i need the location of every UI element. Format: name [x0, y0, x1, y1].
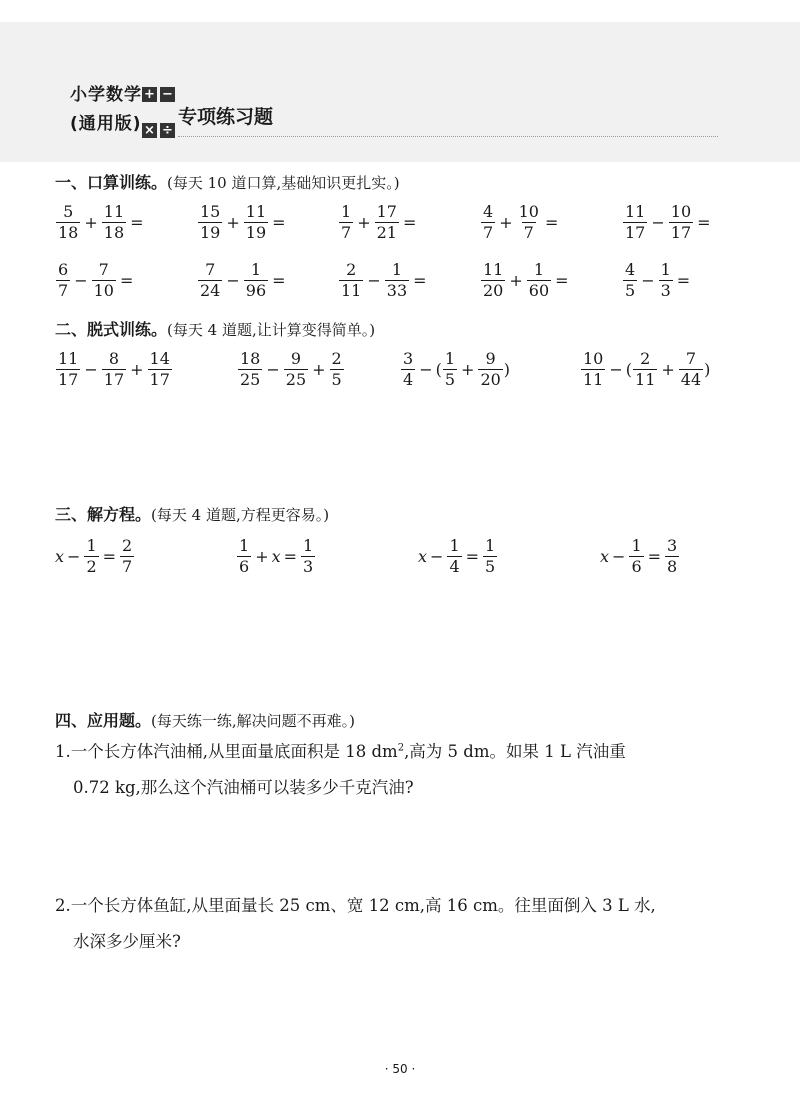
- stepwise-expr-4: $\frac{10}{11}$ − ( $\frac{2}{11}$ + $\frac{7}{44}$ ): [583, 349, 711, 389]
- mental-expr-7: $\frac{7}{24}$ − $\frac{1}{96}$ =: [200, 260, 286, 300]
- times-icon: ×: [142, 123, 157, 138]
- fraction: $\frac{4}{7}$: [483, 202, 494, 242]
- section-2-note: (每天 4 道题,让计算变得简单。): [167, 321, 376, 339]
- fraction: $\frac{11}{18}$: [103, 202, 125, 242]
- divide-icon: ÷: [160, 123, 175, 138]
- section-1-title: 一、口算训练。: [55, 173, 168, 192]
- stepwise-expr-2: $\frac{18}{25}$ − $\frac{9}{25}$ + $\frac{2}{5}$: [240, 349, 342, 389]
- mental-expr-2: $\frac{15}{19}$ + $\frac{11}{19}$ =: [200, 202, 286, 242]
- mental-expr-8: $\frac{2}{11}$ − $\frac{1}{33}$ =: [341, 260, 427, 300]
- problem-1-line-2: 0.72 kg,那么这个汽油桶可以装多少千克汽油?: [73, 778, 414, 797]
- fraction: $\frac{1}{33}$: [386, 260, 408, 300]
- section-2-title: 二、脱式训练。: [55, 320, 168, 339]
- fraction: $\frac{1}{96}$: [245, 260, 267, 300]
- mental-expr-4: $\frac{4}{7}$ + $\frac{10}{7}$ =: [483, 202, 559, 242]
- book-title: [70, 84, 142, 135]
- fraction: $\frac{11}{19}$: [245, 202, 267, 242]
- section-4-title: 四、应用题。: [55, 711, 152, 730]
- fraction: $\frac{1}{5}$: [444, 349, 456, 389]
- problem-1-line-1: 1.一个长方体汽油桶,从里面量底面积是 18 $dm^2$,高为 5 dm。如果 1 L 汽油重: [55, 742, 626, 761]
- fraction: $\frac{10}{17}$: [670, 202, 692, 242]
- section-3-heading: [55, 502, 329, 525]
- section-1-heading: [55, 170, 400, 193]
- word-problem-1: [55, 734, 775, 806]
- fraction: $\frac{9}{20}$: [480, 349, 501, 389]
- mental-expr-6: $\frac{6}{7}$ − $\frac{7}{10}$ =: [58, 260, 134, 300]
- problem-2-line-1: 2.一个长方体鱼缸,从里面量长 25 cm、宽 12 cm,高 16 cm。往里面倒入 3 L 水,: [55, 896, 656, 915]
- word-problem-2: [55, 888, 775, 960]
- fraction: $\frac{11}{17}$: [58, 349, 79, 389]
- fraction: $\frac{6}{7}$: [58, 260, 69, 300]
- stepwise-expr-3: $\frac{3}{4}$ − ( $\frac{1}{5}$ + $\frac{9}{20}$ ): [403, 349, 511, 389]
- fraction: $\frac{5}{18}$: [58, 202, 79, 242]
- header-divider: [178, 136, 718, 137]
- fraction: $\frac{1}{7}$: [341, 202, 352, 242]
- equation-4: x − $\frac{1}{6}$ = $\frac{3}{8}$: [600, 536, 678, 576]
- subtitle: 专项练习题: [178, 106, 274, 128]
- fraction: $\frac{1}{3}$: [303, 536, 314, 576]
- title-line-1: 小学数学: [70, 85, 142, 105]
- problem-2-line-2: 水深多少厘米?: [73, 932, 181, 951]
- fraction: $\frac{2}{7}$: [122, 536, 133, 576]
- fraction: $\frac{1}{6}$: [631, 536, 642, 576]
- section-4-note: (每天练一练,解决问题不再难。): [151, 712, 355, 730]
- equation-1: x − $\frac{1}{2}$ = $\frac{2}{7}$: [55, 536, 133, 576]
- mental-expr-10: $\frac{4}{5}$ − $\frac{1}{3}$ =: [625, 260, 691, 300]
- fraction: $\frac{1}{2}$: [86, 536, 97, 576]
- equation-3: x − $\frac{1}{4}$ = $\frac{1}{5}$: [418, 536, 496, 576]
- section-3-title: 三、解方程。: [55, 505, 152, 524]
- fraction: $\frac{4}{5}$: [625, 260, 636, 300]
- fraction: $\frac{7}{10}$: [93, 260, 114, 300]
- fraction: $\frac{17}{21}$: [376, 202, 397, 242]
- fraction: $\frac{3}{8}$: [667, 536, 678, 576]
- fraction: $\frac{1}{3}$: [660, 260, 671, 300]
- fraction: $\frac{8}{17}$: [103, 349, 125, 389]
- fraction: $\frac{2}{11}$: [635, 349, 656, 389]
- fraction: $\frac{18}{25}$: [240, 349, 261, 389]
- minus-icon: −: [160, 87, 175, 102]
- section-2-heading: [55, 317, 375, 340]
- page-number: · 50 ·: [384, 1062, 416, 1076]
- fraction: $\frac{1}{60}$: [528, 260, 550, 300]
- mental-expr-1: $\frac{5}{18}$ + $\frac{11}{18}$ =: [58, 202, 144, 242]
- fraction: $\frac{7}{24}$: [200, 260, 221, 300]
- fraction: $\frac{7}{44}$: [680, 349, 702, 389]
- fraction: $\frac{3}{4}$: [403, 349, 414, 389]
- stepwise-expr-1: $\frac{11}{17}$ − $\frac{8}{17}$ + $\frac{14}{17}$: [58, 349, 170, 389]
- section-3-note: (每天 4 道题,方程更容易。): [151, 506, 330, 524]
- title-line-2: (通用版): [70, 114, 142, 134]
- section-1-note: (每天 10 道口算,基础知识更扎实。): [167, 174, 400, 192]
- mental-expr-3: $\frac{1}{7}$ + $\frac{17}{21}$ =: [341, 202, 417, 242]
- mental-expr-5: $\frac{11}{17}$ − $\frac{10}{17}$ =: [625, 202, 711, 242]
- fraction: $\frac{2}{11}$: [341, 260, 362, 300]
- fraction: $\frac{11}{20}$: [483, 260, 504, 300]
- fraction: $\frac{10}{11}$: [583, 349, 604, 389]
- equation-2: $\frac{1}{6}$ + x = $\frac{1}{3}$: [239, 536, 314, 576]
- fraction: $\frac{2}{5}$: [331, 349, 342, 389]
- fraction: $\frac{9}{25}$: [285, 349, 307, 389]
- fraction: $\frac{10}{7}$: [518, 202, 539, 242]
- fraction: $\frac{11}{17}$: [625, 202, 646, 242]
- operator-icons: [142, 87, 176, 141]
- fraction: $\frac{14}{17}$: [149, 349, 170, 389]
- fraction: $\frac{1}{5}$: [485, 536, 496, 576]
- fraction: $\frac{15}{19}$: [200, 202, 221, 242]
- section-4-heading: [55, 708, 355, 731]
- mental-expr-9: $\frac{11}{20}$ + $\frac{1}{60}$ =: [483, 260, 569, 300]
- fraction: $\frac{1}{4}$: [449, 536, 460, 576]
- plus-icon: +: [142, 87, 157, 102]
- fraction: $\frac{1}{6}$: [239, 536, 250, 576]
